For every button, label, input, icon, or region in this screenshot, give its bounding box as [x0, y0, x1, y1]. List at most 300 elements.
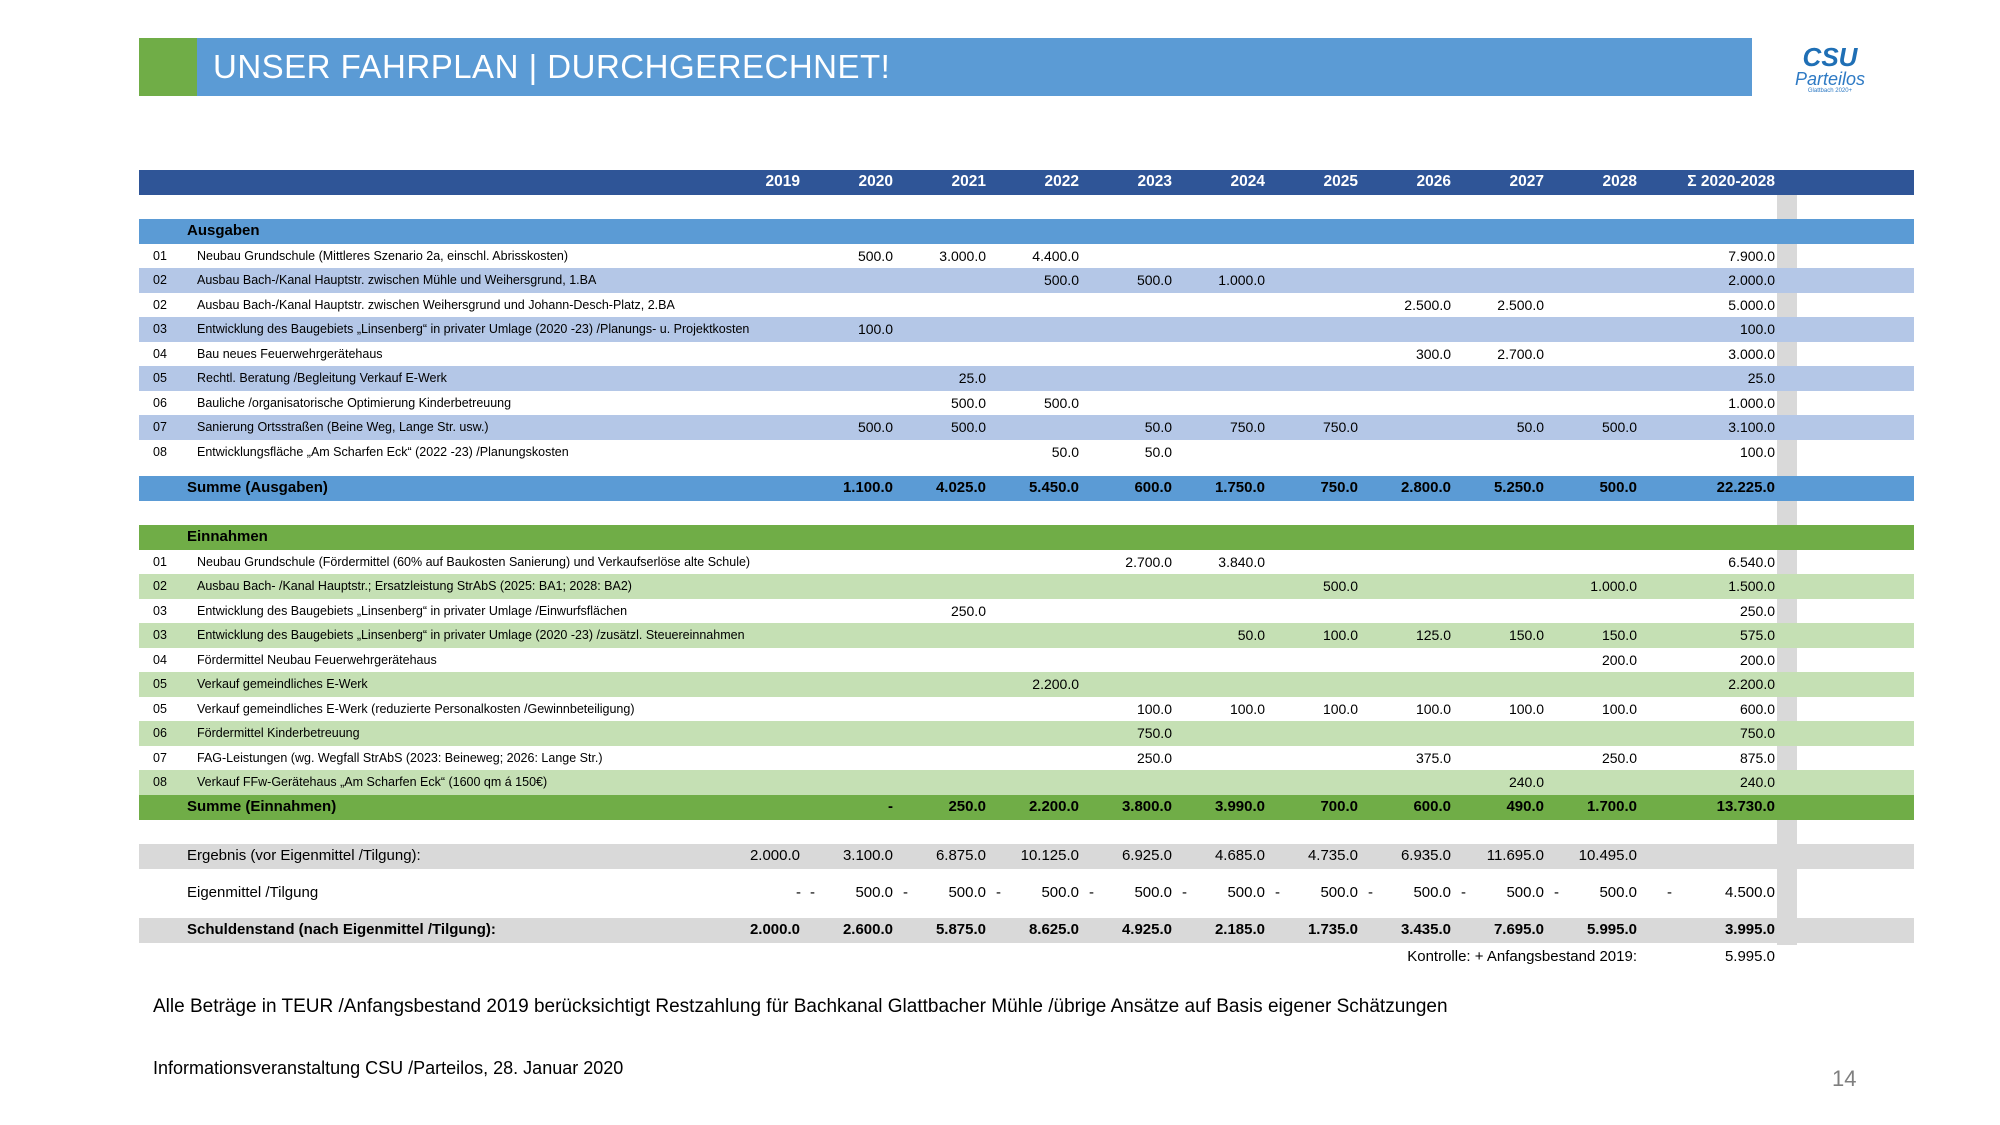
- value-2028: 500.0: [1599, 479, 1637, 496]
- value-2019: [710, 721, 800, 746]
- value-2028: 150.0: [1601, 627, 1637, 643]
- value-2028: [1547, 293, 1637, 318]
- value-2025: 500.0: [1320, 884, 1358, 901]
- dash: -: [1554, 884, 1559, 901]
- page-title: UNSER FAHRPLAN | DURCHGERECHNET!: [213, 48, 891, 85]
- value-2028: 10.495.0: [1578, 847, 1637, 864]
- value-2027: 490.0: [1506, 798, 1544, 815]
- value-2024: [1175, 440, 1265, 465]
- row-number: 08: [153, 444, 167, 459]
- value-2027: 240.0: [1508, 774, 1544, 790]
- value-2024: [1175, 391, 1265, 416]
- header-row: [139, 170, 1914, 195]
- value-2028: [1547, 366, 1637, 391]
- value-2024: [1175, 770, 1265, 795]
- ausgaben-row: [139, 342, 1914, 367]
- row-number: 03: [153, 322, 167, 336]
- value-2028: 100.0: [1601, 700, 1637, 717]
- value-2020: [803, 366, 893, 391]
- year-header-2028: 2028: [1602, 173, 1637, 190]
- value-2022: [989, 623, 1079, 648]
- value-2024: 500.0: [1227, 884, 1265, 901]
- value-2028: [1547, 391, 1637, 416]
- value-2023: 100.0: [1136, 700, 1172, 717]
- value-2022: 500.0: [1041, 884, 1079, 901]
- total-label: Summe (Ausgaben): [187, 479, 328, 496]
- row-label: Verkauf FFw-Gerätehaus „Am Scharfen Eck“ (1600 qm á 150€): [197, 775, 548, 789]
- value-2024: [1175, 721, 1265, 746]
- einnahmen-title: Einnahmen: [187, 528, 268, 545]
- value-2028: 250.0: [1601, 749, 1637, 766]
- value-2024: 1.000.0: [1218, 272, 1265, 288]
- dash: -: [810, 884, 815, 901]
- value-2026: [1361, 721, 1451, 746]
- value-2022: [989, 721, 1079, 746]
- value-2027: [1454, 366, 1544, 391]
- value-2021: [896, 293, 986, 318]
- row-label: Fördermittel Kinderbetreuung: [197, 726, 360, 740]
- value-2026: 3.435.0: [1400, 921, 1451, 938]
- value-2024: [1175, 342, 1265, 367]
- row-sum: 1.000.0: [1728, 394, 1775, 411]
- year-header-2021: 2021: [951, 173, 986, 190]
- value-2025: [1268, 244, 1358, 269]
- value-2022: [989, 366, 1079, 391]
- row-number: 03: [153, 603, 167, 618]
- value-2021: 6.875.0: [935, 847, 986, 864]
- ausgaben-row: [139, 244, 1914, 269]
- row-label: Neubau Grundschule (Mittleres Szenario 2a, einschl. Abrisskosten): [197, 248, 569, 263]
- value-2026: 500.0: [1413, 884, 1451, 901]
- value-2025: [1268, 391, 1358, 416]
- value-2025: [1268, 366, 1358, 391]
- value-2023: 3.800.0: [1121, 798, 1172, 815]
- value-2024: 4.685.0: [1214, 847, 1265, 864]
- value-2025: [1268, 648, 1358, 673]
- value-2026: [1361, 440, 1451, 465]
- dash: -: [796, 884, 801, 901]
- value-2023: 50.0: [1144, 419, 1172, 435]
- value-2019: [710, 342, 800, 367]
- value-2020: [803, 342, 893, 367]
- page-number: 14: [1832, 1066, 1857, 1091]
- row-number: 07: [153, 420, 167, 434]
- value-2025: [1268, 342, 1358, 367]
- value-2021: [896, 550, 986, 575]
- value-2023: [1082, 672, 1172, 697]
- value-2023: 750.0: [1136, 725, 1172, 741]
- footnote: Alle Beträge in TEUR /Anfangsbestand 2019 berücksichtigt Restzahlung für Bachkanal Glattbacher Mühle /übrige Ansätze auf Basis eigener Schätzungen: [153, 996, 1448, 1017]
- value-2025: [1268, 268, 1358, 293]
- value-2019: [710, 672, 800, 697]
- row-number: 01: [153, 554, 167, 569]
- value-2027: [1454, 391, 1544, 416]
- value-2024: [1175, 574, 1265, 599]
- value-2020: [803, 599, 893, 624]
- value-2020: [803, 391, 893, 416]
- row-sum: 750.0: [1739, 725, 1775, 741]
- dash: -: [1368, 884, 1373, 901]
- value-2026: [1361, 244, 1451, 269]
- value-2022: 2.200.0: [1032, 676, 1079, 692]
- value-2026: 6.935.0: [1400, 847, 1451, 864]
- value-2020: [803, 746, 893, 771]
- value-2027: [1454, 648, 1544, 673]
- ausgaben-row: [139, 440, 1914, 465]
- value-2019: [710, 648, 800, 673]
- value-2026: 600.0: [1413, 798, 1451, 815]
- title-accent: [139, 38, 197, 96]
- value-2022: 2.200.0: [1028, 798, 1079, 815]
- value-2024: [1175, 293, 1265, 318]
- value-2024: 1.750.0: [1214, 479, 1265, 496]
- ausgaben-row: [139, 268, 1914, 293]
- value-2019: [710, 440, 800, 465]
- value-2020: [803, 268, 893, 293]
- row-number: 05: [153, 371, 167, 385]
- value-2021: [896, 770, 986, 795]
- dash: -: [903, 884, 908, 901]
- value-2021: [896, 623, 986, 648]
- year-header-2019: 2019: [765, 173, 800, 190]
- value-2027: [1454, 440, 1544, 465]
- ausgaben-section-header: [139, 219, 1914, 244]
- value-2027: 7.695.0: [1493, 921, 1544, 938]
- value-2028: [1547, 244, 1637, 269]
- value-2025: 750.0: [1320, 479, 1358, 496]
- value-2019: [710, 574, 800, 599]
- row-number: 06: [153, 726, 167, 740]
- value-2024: [1175, 648, 1265, 673]
- year-header-2025: 2025: [1323, 173, 1358, 190]
- value-2027: [1454, 574, 1544, 599]
- value-2025: 500.0: [1322, 578, 1358, 594]
- row-sum: 25.0: [1747, 370, 1775, 386]
- einnahmen-row: [139, 746, 1914, 771]
- value-2020: 500.0: [857, 419, 893, 435]
- value-2019: [710, 881, 800, 906]
- row-label: Entwicklung des Baugebiets „Linsenberg“ in privater Umlage (2020 -23) /zusätzl. Steuereinnahmen: [197, 628, 745, 642]
- value-2019: [710, 366, 800, 391]
- value-2026: [1361, 415, 1451, 440]
- value-2020: 3.100.0: [842, 847, 893, 864]
- ausgaben-row: [139, 391, 1914, 416]
- value-2028: [1547, 342, 1637, 367]
- value-2019: [710, 476, 800, 501]
- value-2025: [1268, 770, 1358, 795]
- row-label: Bau neues Feuerwehrgerätehaus: [197, 346, 383, 361]
- value-2021: 250.0: [948, 798, 986, 815]
- value-2024: 2.185.0: [1214, 921, 1265, 938]
- value-2019: [710, 415, 800, 440]
- value-2025: [1268, 440, 1358, 465]
- row-number: 03: [153, 628, 167, 642]
- value-2023: [1082, 317, 1172, 342]
- value-2027: 5.250.0: [1493, 479, 1544, 496]
- row-label: Ausbau Bach-/Kanal Hauptstr. zwischen Mühle und Weihersgrund, 1.BA: [197, 273, 597, 287]
- row-sum: 7.900.0: [1728, 247, 1775, 264]
- value-2024: 3.840.0: [1218, 553, 1265, 570]
- value-2020: [803, 697, 893, 722]
- value-2025: 700.0: [1320, 798, 1358, 815]
- row-label: Verkauf gemeindliches E-Werk: [197, 677, 368, 691]
- value-2023: 600.0: [1134, 479, 1172, 496]
- value-2026: 2.800.0: [1400, 479, 1451, 496]
- value-2021: [896, 317, 986, 342]
- value-2021: [896, 746, 986, 771]
- total-sum: 22.225.0: [1716, 479, 1775, 496]
- value-2025: [1268, 550, 1358, 575]
- value-2028: 1.000.0: [1590, 578, 1637, 594]
- value-2027: [1454, 721, 1544, 746]
- ausgaben-row: [139, 293, 1914, 318]
- einnahmen-row: [139, 574, 1914, 599]
- value-2027: [1454, 746, 1544, 771]
- value-2019: [710, 317, 800, 342]
- value-2027: 500.0: [1506, 884, 1544, 901]
- value-2026: [1361, 268, 1451, 293]
- value-2024: 50.0: [1237, 627, 1265, 643]
- value-2019: [710, 293, 800, 318]
- total-label: Summe (Einnahmen): [187, 798, 337, 815]
- value-2022: 5.450.0: [1028, 479, 1079, 496]
- schuldenstand-label: Schuldenstand (nach Eigenmittel /Tilgung):: [187, 921, 496, 938]
- value-2023: [1082, 770, 1172, 795]
- row-number: 02: [153, 297, 167, 312]
- kontrolle-label: Kontrolle: + Anfangsbestand 2019:: [1407, 948, 1637, 965]
- value-2019: [710, 391, 800, 416]
- value-2021: [896, 440, 986, 465]
- einnahmen-row: [139, 623, 1914, 648]
- value-2022: 10.125.0: [1020, 847, 1079, 864]
- value-2022: 500.0: [1043, 394, 1079, 411]
- row-sum: 100.0: [1739, 321, 1775, 337]
- value-2021: [896, 697, 986, 722]
- value-2020: 1.100.0: [842, 479, 893, 496]
- row-sum: 6.540.0: [1728, 553, 1775, 570]
- value-2022: [989, 293, 1079, 318]
- row-label: Rechtl. Beratung /Begleitung Verkauf E-Werk: [197, 371, 447, 385]
- value-2025: [1268, 721, 1358, 746]
- value-2021: [896, 574, 986, 599]
- row-sum: 5.000.0: [1728, 296, 1775, 313]
- value-2025: 1.735.0: [1307, 921, 1358, 938]
- value-2024: [1175, 746, 1265, 771]
- value-2019: [710, 795, 800, 820]
- row-sum: 2.200.0: [1728, 676, 1775, 692]
- value-2026: 375.0: [1415, 749, 1451, 766]
- year-header-2024: 2024: [1230, 173, 1265, 190]
- logo-csu: CSU: [1802, 42, 1858, 72]
- row-sum: 3.000.0: [1728, 345, 1775, 362]
- value-2022: [989, 697, 1079, 722]
- value-2027: [1454, 599, 1544, 624]
- value-2023: [1082, 244, 1172, 269]
- row-number: 08: [153, 775, 167, 789]
- value-2019: [710, 746, 800, 771]
- value-2025: [1268, 317, 1358, 342]
- value-2025: 4.735.0: [1307, 847, 1358, 864]
- value-2028: [1547, 721, 1637, 746]
- einnahmen-row: [139, 648, 1914, 673]
- value-2023: [1082, 599, 1172, 624]
- value-2025: 100.0: [1322, 627, 1358, 643]
- value-2023: 2.700.0: [1125, 553, 1172, 570]
- value-2021: 4.025.0: [935, 479, 986, 496]
- value-2023: 250.0: [1136, 749, 1172, 766]
- value-2027: [1454, 268, 1544, 293]
- value-2021: 500.0: [950, 394, 986, 411]
- row-number: 05: [153, 677, 167, 691]
- value-2021: [896, 648, 986, 673]
- einnahmen-row: [139, 599, 1914, 624]
- ausgaben-row: [139, 317, 1914, 342]
- value-2026: [1361, 550, 1451, 575]
- value-2025: 100.0: [1322, 700, 1358, 717]
- value-2019: [710, 697, 800, 722]
- row-number: 07: [153, 750, 167, 765]
- einnahmen-row: [139, 697, 1914, 722]
- value-2026: [1361, 648, 1451, 673]
- value-2028: 500.0: [1601, 419, 1637, 435]
- value-2023: [1082, 366, 1172, 391]
- value-2022: 4.400.0: [1032, 247, 1079, 264]
- dash: -: [1275, 884, 1280, 901]
- ausgaben-row: [139, 366, 1914, 391]
- value-2028: [1547, 550, 1637, 575]
- einnahmen-row: [139, 550, 1914, 575]
- value-2026: [1361, 317, 1451, 342]
- value-2019: 2.000.0: [749, 921, 800, 938]
- row-label: Sanierung Ortsstraßen (Beine Weg, Lange Str. usw.): [197, 420, 489, 434]
- value-2027: 150.0: [1508, 627, 1544, 643]
- value-2026: 100.0: [1415, 700, 1451, 717]
- einnahmen-row: [139, 770, 1914, 795]
- ausgaben-row: [139, 415, 1914, 440]
- dash: -: [1461, 884, 1466, 901]
- value-2024: [1175, 317, 1265, 342]
- csu-parteilos-logo: [1790, 44, 1870, 96]
- value-2023: 500.0: [1136, 272, 1172, 288]
- dash: -: [1089, 884, 1094, 901]
- ausgaben-title: Ausgaben: [187, 222, 260, 239]
- value-2020: [803, 574, 893, 599]
- value-2021: 5.875.0: [935, 921, 986, 938]
- value-2023: 4.925.0: [1121, 921, 1172, 938]
- value-2023: 6.925.0: [1121, 847, 1172, 864]
- value-2024: [1175, 599, 1265, 624]
- value-2022: [989, 599, 1079, 624]
- row-sum: 600.0: [1739, 700, 1775, 717]
- value-2027: 50.0: [1516, 419, 1544, 435]
- row-label: Fördermittel Neubau Feuerwehrgerätehaus: [197, 652, 437, 667]
- value-2022: [989, 342, 1079, 367]
- value-2021: 3.000.0: [939, 247, 986, 264]
- value-2027: 100.0: [1508, 700, 1544, 717]
- value-2024: 3.990.0: [1214, 798, 1265, 815]
- value-2026: 2.500.0: [1404, 296, 1451, 313]
- value-2021: 250.0: [950, 602, 986, 619]
- row-number: 06: [153, 395, 167, 410]
- value-2025: [1268, 599, 1358, 624]
- value-2026: [1361, 366, 1451, 391]
- kontrolle-row: [139, 945, 1914, 970]
- row-sum: 3.100.0: [1728, 419, 1775, 435]
- eigenmittel-row: [139, 881, 1914, 906]
- row-sum: 2.000.0: [1728, 272, 1775, 288]
- value-2020: [803, 770, 893, 795]
- value-2024: 100.0: [1229, 700, 1265, 717]
- dash: -: [1182, 884, 1187, 901]
- value-2026: [1361, 599, 1451, 624]
- value-2019: [710, 244, 800, 269]
- year-header-2020: 2020: [858, 173, 893, 190]
- value-2022: [989, 317, 1079, 342]
- value-2023: [1082, 293, 1172, 318]
- schuldenstand-row: [139, 918, 1914, 943]
- value-2028: 500.0: [1599, 884, 1637, 901]
- value-2025: 750.0: [1322, 419, 1358, 435]
- value-2025: [1268, 672, 1358, 697]
- value-2019: 2.000.0: [749, 847, 800, 864]
- value-2027: [1454, 550, 1544, 575]
- value-2020: [803, 293, 893, 318]
- value-2019: [710, 599, 800, 624]
- value-2023: [1082, 574, 1172, 599]
- value-2022: [989, 648, 1079, 673]
- value-2023: [1082, 623, 1172, 648]
- value-2027: [1454, 672, 1544, 697]
- row-sum: 100.0: [1739, 443, 1775, 460]
- year-header-2027: 2027: [1509, 173, 1544, 190]
- value-2026: [1361, 770, 1451, 795]
- value-2022: 8.625.0: [1028, 921, 1079, 938]
- einnahmen-total-row: [139, 795, 1914, 820]
- value-2027: [1454, 244, 1544, 269]
- value-2026: [1361, 391, 1451, 416]
- value-2022: [989, 770, 1079, 795]
- value-2028: 1.700.0: [1586, 798, 1637, 815]
- row-sum: 575.0: [1739, 627, 1775, 643]
- value-2027: 2.700.0: [1497, 345, 1544, 362]
- year-header-2026: 2026: [1416, 173, 1451, 190]
- value-2028: [1547, 440, 1637, 465]
- value-2020: 2.600.0: [842, 921, 893, 938]
- value-2020: 500.0: [857, 247, 893, 264]
- logo-subline: Glattbach 2020+: [1807, 88, 1853, 94]
- value-2020: [803, 440, 893, 465]
- value-2024: [1175, 672, 1265, 697]
- value-2027: 11.695.0: [1486, 847, 1544, 864]
- sum-header: Σ 2020-2028: [1687, 173, 1775, 190]
- value-2025: [1268, 293, 1358, 318]
- value-2020: [803, 623, 893, 648]
- footer: Informationsveranstaltung CSU /Parteilos, 28. Januar 2020: [153, 1058, 624, 1078]
- value-2022: 500.0: [1043, 272, 1079, 288]
- row-sum: 875.0: [1739, 749, 1775, 766]
- logo-parteilos: Parteilos: [1794, 69, 1866, 89]
- value-2023: [1082, 342, 1172, 367]
- kontrolle-value: 5.995.0: [1724, 948, 1775, 965]
- value-2026: [1361, 574, 1451, 599]
- row-number: 04: [153, 346, 167, 361]
- value-2022: [989, 550, 1079, 575]
- eigenmittel-sum: 4.500.0: [1724, 884, 1775, 901]
- value-2027: 2.500.0: [1497, 296, 1544, 313]
- value-2025: [1268, 746, 1358, 771]
- value-2024: [1175, 244, 1265, 269]
- year-header-2022: 2022: [1044, 173, 1079, 190]
